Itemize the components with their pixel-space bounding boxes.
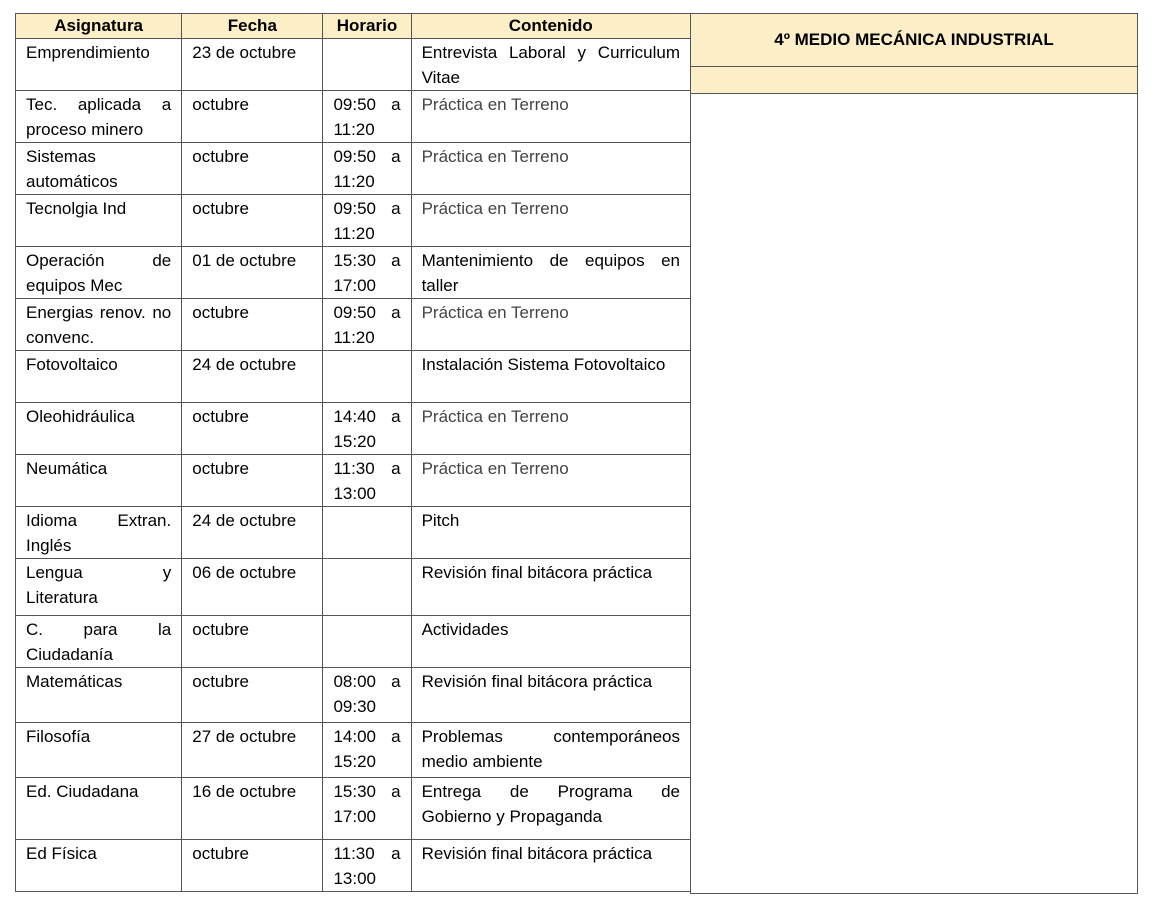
cell-fecha: octubre — [182, 299, 323, 351]
cell-fecha: octubre — [182, 668, 323, 723]
table-row — [16, 403, 691, 455]
cell-asignatura: Energias renov. no convenc. — [16, 299, 182, 351]
header-row — [16, 14, 691, 39]
cell-horario: 15:30 a 17:00 — [323, 247, 411, 299]
cell-asignatura: C. para la Ciudadanía — [16, 616, 182, 668]
table-row — [16, 668, 691, 723]
header-contenido: Contenido — [411, 14, 690, 39]
table-row — [16, 299, 691, 351]
cell-horario: 09:50 a 11:20 — [323, 195, 411, 247]
cell-asignatura: Ed. Ciudadana — [16, 778, 182, 840]
cell-fecha: octubre — [182, 143, 323, 195]
cell-fecha: 01 de octubre — [182, 247, 323, 299]
cell-contenido: Práctica en Terreno — [411, 143, 690, 195]
cell-fecha: 06 de octubre — [182, 559, 323, 616]
cell-contenido: Actividades — [411, 616, 690, 668]
table-row — [16, 778, 691, 840]
cell-asignatura: Operación de equipos Mec — [16, 247, 182, 299]
cell-horario: 14:40 a 15:20 — [323, 403, 411, 455]
table-row — [16, 507, 691, 559]
cell-contenido: Revisión final bitácora práctica — [411, 668, 690, 723]
table-row — [16, 247, 691, 299]
cell-contenido: Práctica en Terreno — [411, 299, 690, 351]
cell-asignatura: Tecnolgia Ind — [16, 195, 182, 247]
cell-horario: 11:30 a 13:00 — [323, 455, 411, 507]
cell-horario — [323, 559, 411, 616]
cell-horario — [323, 39, 411, 91]
cell-asignatura: Emprendimiento — [16, 39, 182, 91]
table-row — [16, 39, 691, 91]
header-fecha: Fecha — [182, 14, 323, 39]
course-subheader — [691, 67, 1137, 94]
table-row — [16, 143, 691, 195]
cell-horario: 09:50 a 11:20 — [323, 91, 411, 143]
cell-contenido: Pitch — [411, 507, 690, 559]
cell-horario: 11:30 a 13:00 — [323, 840, 411, 892]
course-title: 4º MEDIO MECÁNICA INDUSTRIAL — [691, 14, 1137, 67]
cell-horario — [323, 507, 411, 559]
cell-contenido: Problemas contemporáneos medio ambiente — [411, 723, 690, 778]
cell-fecha: 24 de octubre — [182, 351, 323, 403]
cell-asignatura: Idioma Extran. Inglés — [16, 507, 182, 559]
cell-contenido: Revisión final bitácora práctica — [411, 559, 690, 616]
table-row — [16, 723, 691, 778]
cell-contenido: Entrevista Laboral y Curriculum Vitae — [411, 39, 690, 91]
cell-horario: 09:50 a 11:20 — [323, 299, 411, 351]
cell-fecha: 27 de octubre — [182, 723, 323, 778]
cell-contenido: Entrega de Programa de Gobierno y Propaganda — [411, 778, 690, 840]
cell-asignatura: Neumática — [16, 455, 182, 507]
cell-asignatura: Filosofía — [16, 723, 182, 778]
cell-asignatura: Ed Física — [16, 840, 182, 892]
cell-horario — [323, 351, 411, 403]
table-row — [16, 351, 691, 403]
header-horario: Horario — [323, 14, 411, 39]
cell-fecha: 16 de octubre — [182, 778, 323, 840]
cell-contenido: Práctica en Terreno — [411, 403, 690, 455]
schedule-table — [15, 13, 691, 892]
cell-fecha: octubre — [182, 455, 323, 507]
cell-asignatura: Tec. aplicada a proceso minero — [16, 91, 182, 143]
cell-asignatura: Sistemas automáticos — [16, 143, 182, 195]
table-row — [16, 91, 691, 143]
cell-asignatura: Oleohidráulica — [16, 403, 182, 455]
cell-fecha: 23 de octubre — [182, 39, 323, 91]
course-panel — [690, 13, 1138, 894]
table-row — [16, 616, 691, 668]
table-row — [16, 455, 691, 507]
cell-asignatura: Fotovoltaico — [16, 351, 182, 403]
cell-contenido: Mantenimiento de equipos en taller — [411, 247, 690, 299]
cell-contenido: Revisión final bitácora práctica — [411, 840, 690, 892]
cell-contenido: Práctica en Terreno — [411, 455, 690, 507]
cell-fecha: 24 de octubre — [182, 507, 323, 559]
schedule-sheet — [15, 13, 1138, 894]
cell-asignatura: Lengua y Literatura — [16, 559, 182, 616]
cell-horario: 08:00 a 09:30 — [323, 668, 411, 723]
cell-horario: 09:50 a 11:20 — [323, 143, 411, 195]
cell-fecha: octubre — [182, 91, 323, 143]
table-row — [16, 195, 691, 247]
cell-asignatura: Matemáticas — [16, 668, 182, 723]
cell-horario: 14:00 a 15:20 — [323, 723, 411, 778]
cell-fecha: octubre — [182, 840, 323, 892]
cell-fecha: octubre — [182, 403, 323, 455]
cell-contenido: Instalación Sistema Fotovoltaico — [411, 351, 690, 403]
header-asignatura: Asignatura — [16, 14, 182, 39]
cell-horario — [323, 616, 411, 668]
cell-fecha: octubre — [182, 616, 323, 668]
cell-contenido: Práctica en Terreno — [411, 91, 690, 143]
table-row — [16, 559, 691, 616]
cell-fecha: octubre — [182, 195, 323, 247]
cell-horario: 15:30 a 17:00 — [323, 778, 411, 840]
table-row — [16, 840, 691, 892]
cell-contenido: Práctica en Terreno — [411, 195, 690, 247]
